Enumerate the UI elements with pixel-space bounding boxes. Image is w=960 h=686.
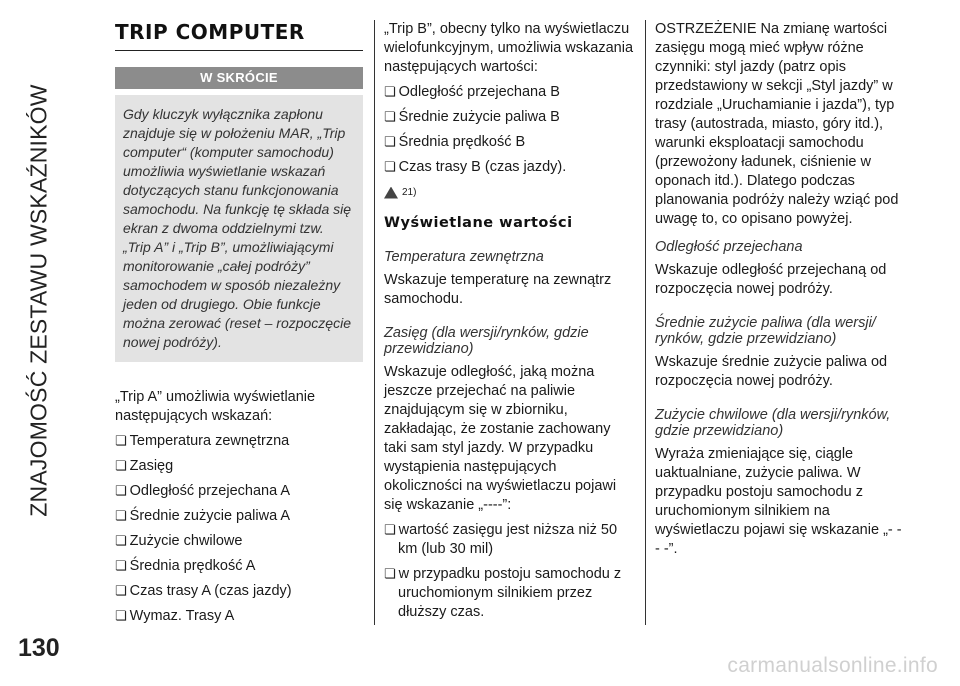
values-subheading: Wyświetlane wartości [384,215,573,231]
column-3 [655,20,910,559]
range-item: ❏ w przypadku postoju samochodu z uruchomionym silnikiem przez dłuższy czas. [384,564,634,622]
note-ref-number: 21) [402,187,417,198]
trip-a-item: ❏ Zużycie chwilowe [115,531,363,551]
trip-b-item: ❏ Czas trasy B (czas jazdy). [384,157,634,177]
trip-b-item: ❏ Odległość przejechana B [384,82,634,102]
trip-a-item: ❏ Średnia prędkość A [115,556,363,576]
temp-title: Temperatura zewnętrzna [384,249,544,265]
avg-consumption-text: Wskazuje średnie zużycie paliwa od rozpoczęcia nowej podróży. [655,354,888,389]
distance-title: Odległość przejechana [655,239,803,255]
range-text: Wskazuje odległość, jaką można jeszcze przejechać na paliwie znajdującym się w zbiorniku, zakładając, że zostanie zachowany taki sam styl jazdy. W przypadku wystąpienia następujących okoliczności na wyświetlaczu pojawi się wskazanie „----”: [384,364,617,513]
range-warning: OSTRZEŻENIE Na zmianę wartości zasięgu mogą mieć wpływ różne czynniki: styl jazdy (patrz opis przedstawiony w sekcji „Styl jazdy” w rozdziale „Uruchamianie i jazda”), typ trasy (autostrada, miasto, góry itd.), warunki eksploatacji samochodu (przewożony ładunek, ciśnienie w oponach itd.). Dlatego podczas planowania podróży należy wziąć pod uwagę to, co opisano powyżej. [655,21,899,227]
trip-b-item: ❏ Średnia prędkość B [384,132,634,152]
trip-a-intro: „Trip A” umożliwia wyświetlanie następujących wskazań: [115,389,316,424]
watermark: carmanualsonline.info [727,654,938,677]
trip-a-item: ❏ Średnie zużycie paliwa A [115,506,363,526]
section-heading: TRIP COMPUTER [115,20,363,51]
range-item: ❏ wartość zasięgu jest niższa niż 50 km (lub 30 mil) [384,520,634,559]
range-title: Zasięg (dla wersji/rynków, gdzie przewidziano) [384,325,589,357]
avg-consumption-title: Średnie zużycie paliwa (dla wersji/ rynków, gdzie przewidziano) [655,315,876,347]
summary-box: Gdy kluczyk wyłącznika zapłonu znajduje się w położeniu MAR, „Trip computer“ (komputer samochodu) umożliwia wyświetlanie wskazań dotyczących stanu funkcjonowania samochodu. Na funkcję tę składa się ekran z dwoma oddzielnymi tzw. „Trip A” i „Trip B”, umożliwiającymi monitorowanie „całej podróży” samochodem w sposób niezależny jeden od drugiego. Obie funkcje można zerować (reset – rozpoczęcie nowej podróży). [115,95,363,362]
temp-text: Wskazuje temperaturę na zewnątrz samochodu. [384,272,612,307]
column-1 [115,20,363,626]
column-divider-2 [645,20,646,625]
instant-consumption-text: Wyraża zmieniające się, ciągle uaktualniane, zużycie paliwa. W przypadku postoju samochodu z uruchomionym silnikiem na wyświetlaczu pojawi się wskazanie „- - - -”. [655,446,902,557]
trip-a-item: ❏ Wymaz. Trasy A [115,606,363,626]
trip-a-item: ❏ Czas trasy A (czas jazdy) [115,581,363,601]
page-number: 130 [18,634,60,662]
trip-a-item: ❏ Zasięg [115,456,363,476]
trip-a-item: ❏ Temperatura zewnętrzna [115,431,363,451]
warning-triangle-icon [384,187,398,199]
distance-text: Wskazuje odległość przejechaną od rozpoczęcia nowej podróży. [655,262,887,297]
chapter-side-title-text: ZNAJOMOŚĆ ZESTAWU WSKAŹNIKÓW [25,83,52,517]
trip-b-item: ❏ Średnie zużycie paliwa B [384,107,634,127]
column-2 [384,20,634,622]
summary-label: W SKRÓCIE [115,67,363,89]
chapter-side-title [18,20,60,580]
trip-b-intro: „Trip B”, obecny tylko na wyświetlaczu wielofunkcyjnym, umożliwia wskazania następujących wartości: [384,21,634,75]
trip-a-item: ❏ Odległość przejechana A [115,481,363,501]
column-divider-1 [374,20,375,625]
instant-consumption-title: Zużycie chwilowe (dla wersji/rynków, gdzie przewidziano) [655,407,891,439]
warning-note-ref [384,183,634,202]
